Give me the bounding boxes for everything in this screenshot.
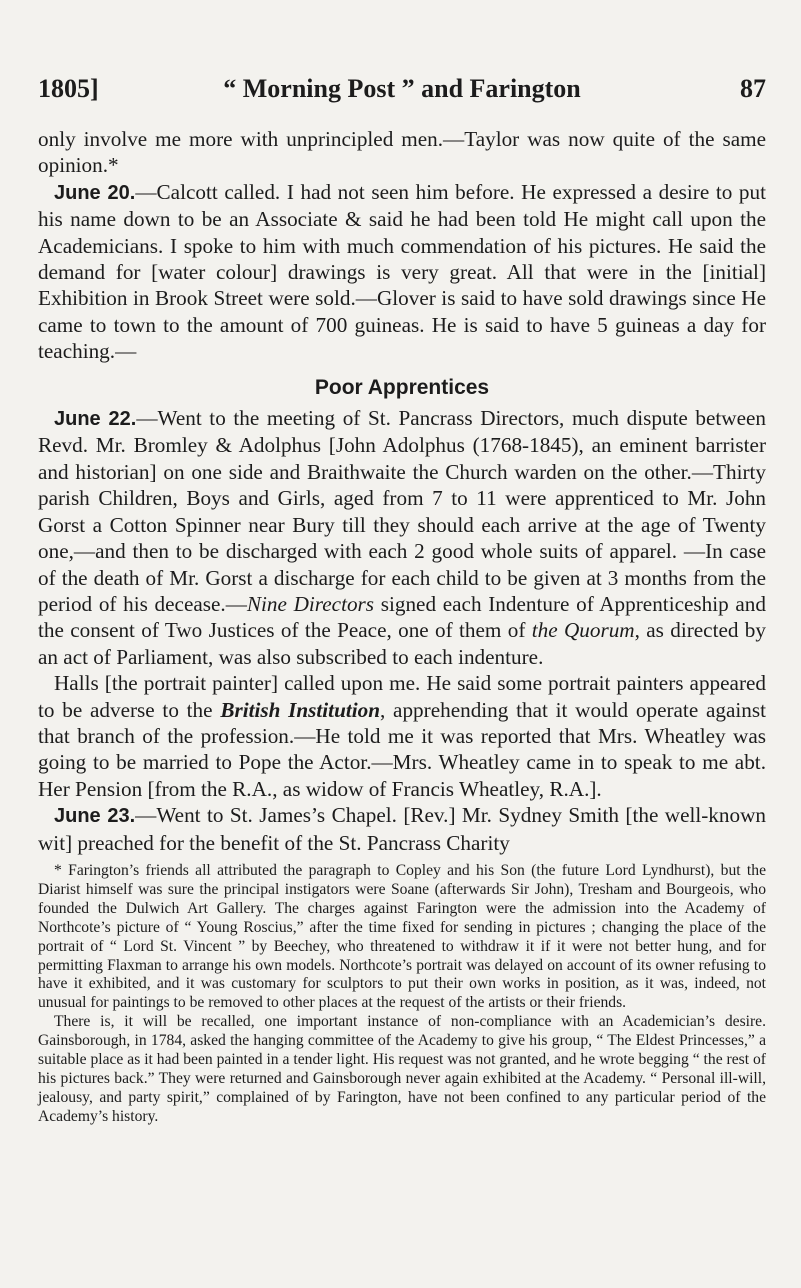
paragraph: June 22.—Went to the meeting of St. Pancrass Directors, much dispute between Revd. Mr. Bromley & Adolphus [John Adolphus (1768-1845), an eminent barrister and historian] on one side and Braithwaite the Church warden on the other.—Thirty parish Children, Boys and Girls, aged from 7 to 11 were apprenticed to Mr. John Gorst a Cotton Spinner near Bury till they should each arrive at the age of Twenty one,—and then to be discharged with each 2 good whole suits of apparel. —In case of the death of Mr. Gorst a discharge for each child to be given at 3 months from the period of his decease.—Nine Directors signed each Indenture of Apprenticeship and the consent of Two Justices of the Peace, one of them of the Quorum, as directed by an act of Parliament, was also subscribed to each indenture. [38,406,766,669]
section-heading: Poor Apprentices [314,375,490,399]
entry-date: June 22. [54,408,137,431]
paragraph: June 20.—Calcott called. I had not seen him before. He expressed a desire to put his name down to be an Associate & said he had been told He might call upon the Academicians. I spoke to him with much commendation of his pictures. He said the demand for [water colour] drawings is very great. All that were in the [initial] Exhibition in Brook Street were sold.—Glover is said to have sold drawings since He came to town to the amount of 700 guineas. He is said to have 5 guineas a day for teaching.— [38,179,766,364]
entry-date: June 20. [54,181,136,204]
paragraph: only involve me more with unprincipled men.—Taylor was now quite of the same opinion.* [38,127,766,178]
footnote: * Farington’s friends all attributed the paragraph to Copley and his Son (the future Lord Lyndhurst), but the Diarist himself was sure the principal instigators were Soane (afterwards Sir John), Tresham and Bourgeois, who founded the Dulwich Art Gallery. The charges against Farington were the admission into the Academy of Northcote’s picture of “ Young Roscius,” after the time fixed for sending in pictures ; changing the place of the portrait of “ Lord St. Vincent ” by Beechey, who threatened to withdraw it if it were not better hung, and for permitting Flaxman to arrange his own models. Northcote’s portrait was delayed on account of its owner refusing to have it exhibited, and it was customary for sculptors to put their own works in position, as it was, indeed, not unusual for paintings to be removed to other places at the request of the artists or their friends. [38,861,766,1012]
footnote: There is, it will be recalled, one important instance of non-compliance with an Academician’s desire. Gainsborough, in 1784, asked the hanging committee of the Academy to give his group, “ The Eldest Princesses,” a suitable place as it had been painted in a tender light. His request was not granted, and he wrote begging “ the rest of his pictures back.” They were returned and Gainsborough never again exhibited at the Academy. “ Personal ill-will, jealousy, and party spirit,” complained of by Farington, have not been confined to any particular period of the Academy’s history. [38,1013,766,1125]
paragraph: Halls [the portrait painter] called upon me. He said some portrait painters appeared to be adverse to the British Institution, apprehending that it would operate against that branch of the profession.—He told me it was reported that Mrs. Wheatley was going to be married to Pope the Actor.—Mrs. Wheatley came in to speak to me abt. Her Pension [from the R.A., as widow of Francis Wheatley, R.A.]. [38,671,766,801]
footnotes [38,862,766,1127]
paragraph: June 23.—Went to St. James’s Chapel. [Rev.] Mr. Sydney Smith [the well-known wit] preached for the benefit of the St. Pancrass Charity [38,803,766,855]
header-year: 1805] [38,74,99,103]
running-header [38,74,766,114]
page-number: 87 [740,74,766,103]
book-page [38,0,766,1127]
entry-date: June 23. [54,805,136,828]
main-text [38,126,766,856]
header-title: “ Morning Post ” and Farington [223,74,581,103]
